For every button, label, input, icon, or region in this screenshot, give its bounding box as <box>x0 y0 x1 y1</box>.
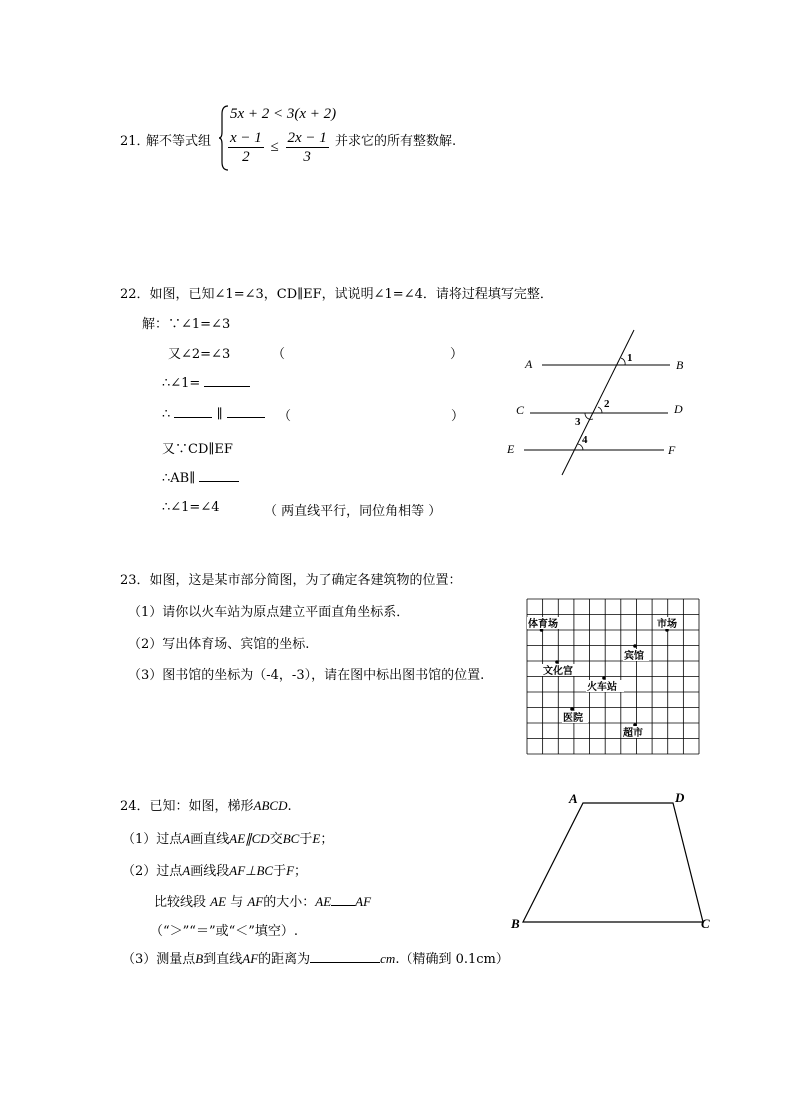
angle-label-4: 4 <box>582 434 588 446</box>
var: AE <box>210 894 227 909</box>
q22-line-1: 解：∵∠1=∠3 <box>142 317 231 332</box>
angle-1-arc <box>621 358 625 365</box>
point-label-e: E <box>507 442 515 456</box>
q22-line-2-reason: （ ） <box>272 347 464 362</box>
q21-intro: 解不等式组 <box>146 134 212 149</box>
hotel-marker <box>633 644 637 648</box>
vertex-label-d: D <box>675 790 685 805</box>
q23-item-1: （1）请你以火车站为原点建立平面直角坐标系． <box>128 605 410 620</box>
text: （3）测量点 <box>122 952 196 967</box>
q23-city-map-grid <box>526 598 702 756</box>
var: A <box>182 831 191 846</box>
var: BC <box>282 831 300 846</box>
text: （2）过点 <box>122 864 183 879</box>
train-station-marker <box>602 676 606 680</box>
text: 的距离为 <box>258 952 311 967</box>
q24-compare <box>154 891 371 910</box>
text: 于 <box>273 864 287 879</box>
q22-line-6-text: ∴AB∥ <box>162 471 196 486</box>
vertex-label-c: C <box>701 916 710 931</box>
q22-line-3 <box>162 374 250 391</box>
stadium-label: 体育场 <box>528 619 558 630</box>
market-label: 市场 <box>657 619 677 630</box>
q22-stem: 22．如图，已知∠1=∠3，CD∥EF，试说明∠1=∠4．请将过程填写完整． <box>120 287 553 302</box>
q24-item-3 <box>122 948 509 967</box>
angle-2-arc <box>598 407 602 413</box>
frac-den: 3 <box>303 149 311 165</box>
var: AF⊥BC <box>229 863 274 878</box>
point-label-a: A <box>525 357 533 371</box>
culture-palace-marker <box>555 660 559 664</box>
point-label-f: F <box>668 443 676 457</box>
q24-stem-prefix: 24．已知：如图，梯形 <box>120 799 254 814</box>
q22-blank-2[interactable] <box>174 405 212 418</box>
q22-line-4 <box>162 405 265 422</box>
q21-inequality-1: 5x + 2 < 3(x + 2) <box>230 106 337 122</box>
hospital-marker <box>570 707 574 711</box>
q22-line-7-reason: （ 两直线平行，同位角相等 ） <box>264 504 442 519</box>
culture-palace-label: 文化宫 <box>543 666 573 677</box>
q24-hint: （“＞”“＝”或“＜”填空）. <box>150 924 299 939</box>
q22-line-4-text: ∴ <box>162 407 171 422</box>
q24-compare-blank[interactable] <box>331 893 355 906</box>
q24-distance-blank[interactable] <box>310 950 380 963</box>
var: A <box>182 863 191 878</box>
text: 画直线 <box>190 832 230 847</box>
var: AF <box>355 894 372 909</box>
text: 交 <box>269 832 283 847</box>
point-label-c: C <box>516 403 525 417</box>
q22-line-3-text: ∴∠1= <box>162 376 201 391</box>
text: （1）过点 <box>122 832 183 847</box>
var: F <box>286 863 295 878</box>
transversal <box>562 330 634 475</box>
q22-line-2: 又∠2=∠3 <box>168 347 231 362</box>
text: ； <box>320 832 334 847</box>
var: AE <box>315 894 332 909</box>
var: cm <box>380 951 396 966</box>
text: ； <box>294 864 308 879</box>
text: 于 <box>299 832 313 847</box>
train-station-label: 火车站 <box>587 682 617 693</box>
q22-line-4-reason: （ ） <box>278 409 465 424</box>
text: 比较线段 <box>154 895 207 910</box>
q24-item-2 <box>122 860 307 879</box>
q24-stem-var: ABCD <box>253 798 288 813</box>
hospital-label: 医院 <box>563 713 583 724</box>
var: E <box>312 831 321 846</box>
vertex-label-b: B <box>511 916 520 931</box>
q23-stem: 23．如图，这是某市部分简图，为了确定各建筑物的位置： <box>120 573 462 588</box>
angle-label-2: 2 <box>604 398 610 410</box>
text: 的大小： <box>263 895 316 910</box>
var: AF <box>242 951 259 966</box>
text: 画线段 <box>190 864 230 879</box>
q24-stem-suffix: . <box>287 799 292 814</box>
q22-parallel-lines-figure <box>500 325 700 485</box>
frac-num: x − 1 <box>230 130 262 146</box>
angle-label-1: 1 <box>627 352 633 364</box>
q24-stem <box>120 795 292 814</box>
q22-line-5: 又∵CD∥EF <box>162 442 233 457</box>
q22-blank-4[interactable] <box>199 469 239 482</box>
leq-sign: ≤ <box>270 139 279 156</box>
q22-line-7: ∴∠1=∠4 <box>162 500 220 515</box>
q21-tail: 并求它的所有整数解. <box>335 134 457 149</box>
var: AF <box>247 894 264 909</box>
q23-item-3: （3）图书馆的坐标为（-4，-3），请在图中标出图书馆的位置. <box>128 668 485 683</box>
var: AE∥CD <box>229 831 270 846</box>
point-label-b: B <box>676 358 684 372</box>
q22-line-6 <box>162 469 239 486</box>
q22-blank-1[interactable] <box>204 374 250 387</box>
hotel-label: 宾馆 <box>624 651 644 662</box>
trapezoid-abcd <box>523 803 703 922</box>
q23-item-2: （2）写出体育场、宾馆的坐标. <box>128 637 310 652</box>
frac-num: 2x − 1 <box>287 130 327 146</box>
text: .（精确到 0.1cm） <box>395 952 509 967</box>
q21-number: 21． <box>120 134 150 149</box>
supermarket-label: 超市 <box>623 728 643 739</box>
angle-label-3: 3 <box>575 416 581 428</box>
q24-item-1 <box>122 828 333 847</box>
var: B <box>195 951 204 966</box>
point-label-d: D <box>674 402 683 416</box>
vertex-label-a: A <box>569 791 578 806</box>
frac-den: 2 <box>242 149 250 165</box>
q21-inequality-2 <box>228 130 329 166</box>
q24-trapezoid-figure <box>505 785 725 945</box>
text: 与 <box>230 895 244 910</box>
q22-blank-3[interactable] <box>227 405 265 418</box>
text: 到直线 <box>203 952 243 967</box>
q22-parallel-sign: ∥ <box>216 407 223 422</box>
